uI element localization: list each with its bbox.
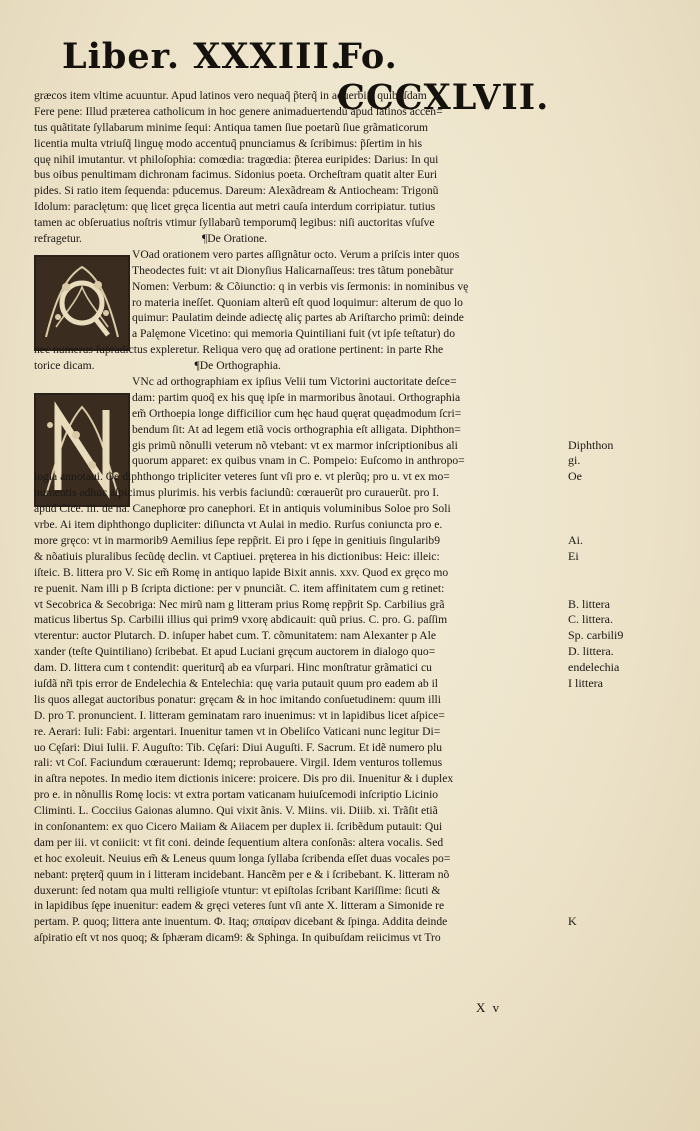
- text-line: nebant: pręterq̃ quum in i litteram incidebant. Hancẽm per e & i ſcribebant. K. litteram nõ: [34, 867, 450, 881]
- text-line: re. Aerari: Iuli: Fabi: argentari. Inuenitur tamen vt in Obeliſco Vaticani nunc legitur Di=: [34, 724, 441, 738]
- margin-spacer: [568, 565, 688, 581]
- margin-spacer: [568, 422, 688, 438]
- text-line: & nõatiuis pluralibus ſecũdę declin. vt Captiuei. pręterea in his dictionibus: Heic: illeic:: [34, 549, 440, 563]
- text-line: in aſtra nepotes. In medio item dictionis inicere: proicere. Dis pro dii. Inuenitur & i duplex: [34, 772, 454, 786]
- folio-number: Fo. CCCXLVII.: [337, 36, 550, 118]
- margin-spacer: [568, 279, 688, 295]
- margin-spacer: [568, 390, 688, 406]
- text-line: iuſdã nr̃i tpis error de Endelechia & Entelechia: quę varia putauit quum pro eadem ab il: [34, 676, 439, 690]
- text-line: more gręco: vt in marmorib9 Aemilius ſepe repp̃rit. Ei pro i ſępe in genitiuis ſingularib9: [34, 533, 441, 547]
- margin-spacer: [568, 771, 688, 787]
- margin-spacer: [568, 326, 688, 342]
- text-line: em̃ Orthoepia longe difficilior cum hęc haud quęrat quęadmodum ſcri=: [132, 406, 462, 420]
- margin-note: Sp. carbili9: [568, 628, 624, 643]
- margin-spacer: [568, 310, 688, 326]
- text-line: tamen ac obſeruatius noſtris vtimur ſyllabarũ temporumq̃ legibus: niſi auctoritas vſuſve: [34, 216, 435, 230]
- margin-spacer: [568, 724, 688, 740]
- text-line: duxerunt: ſed notam qua multi relligioſe vtuntur: vt epiſtolas ſcribant Kariſſime: ſicuti &: [34, 883, 441, 897]
- margin-spacer: [568, 819, 688, 835]
- margin-spacer: [568, 231, 688, 247]
- text-line: logia annotaui. Oe diphthongo tripliciter veteres ſunt vſi pro e. vt plerũq; pro u. vt ex mo=: [34, 470, 450, 484]
- margin-spacer: [568, 898, 688, 914]
- text-line: bus oibus penultimam dichronam facimus. Sidonius poeta. Orcheſtram quatit alter Euri: [34, 168, 438, 182]
- margin-spacer: [568, 501, 688, 517]
- margin-spacer: [568, 374, 688, 390]
- margin-spacer: [568, 851, 688, 867]
- text-line: Climinti. L. Cocciius Gaionas alumno. Qui vixit ãnis. V. Miins. vii. Diiib. xi. Trãſit etiã: [34, 804, 438, 818]
- text-line: pro e. in nõnullis Romę locis: vt extra portam vaticanam huiuſcemodi inſcriptio Licinio: [34, 788, 439, 802]
- text-line: Theodectes fuit: vt ait Dionyſius Halicarnaſſeus: tres tãtum ponebãtur: [132, 263, 454, 277]
- signature-mark: X v: [476, 1000, 502, 1015]
- margin-spacer: [568, 152, 688, 168]
- book-number: Liber. XXXIII.: [62, 36, 344, 77]
- margin-note: gi.: [568, 453, 581, 468]
- margin-note: K: [568, 914, 577, 929]
- section-heading-orthographia: ¶De Orthographia.: [194, 359, 281, 373]
- section-heading-oratione: ¶De Oratione.: [201, 232, 268, 246]
- margin-note: Diphthon: [568, 437, 614, 452]
- margin-spacer: [568, 183, 688, 199]
- margin-note: Ei: [568, 548, 579, 563]
- margin-spacer: [568, 104, 688, 120]
- margin-note: Ai.: [568, 532, 583, 547]
- text-line: pides. Si ratio item ſequenda: pducemus. Dareum: Alexãdream & Antiocheam: Trigonũ: [34, 184, 439, 198]
- margin-spacer: [568, 406, 688, 422]
- margin-note: B. littera: [568, 596, 610, 611]
- text-line: torice dicam. ¶De Orthographia.: [34, 359, 281, 373]
- margin-spacer: [568, 708, 688, 724]
- margin-spacer: [568, 342, 688, 358]
- text-line: licentia multa vtriuſq̃ linguę modo accentuq̃ pnunciamus & ſcribimus: p̃ſertim in his: [34, 136, 422, 150]
- margin-note: C. littera.: [568, 612, 613, 627]
- margin-spacer: [568, 517, 688, 533]
- margin-spacer: [568, 295, 688, 311]
- text-line: apud Cice. iii. de na. Canephorœ pro canephori. Et in antiquis voluminibus Soloe pro Soli: [34, 502, 451, 516]
- text-line: a Palęmone Vicetino: qui memoria Quintiliani fuit (vt ipſe teſtatur) do: [132, 327, 455, 341]
- text-line: numentis adhuc aſpicimus plurimis. his verbis faciundũ: cœrauerũt pro curauerũt. pro I.: [34, 486, 440, 500]
- text-line: VNc ad orthographiam ex ipſius Velii tum Victorini auctoritate deſce=: [132, 375, 457, 389]
- text-line: bendum ſit: At ad legem etiã vocis orthographia eſt alligata. Diphthon=: [132, 422, 461, 436]
- text-line: in conſonantem: ex quo Cicero Maiiam & Aiiacem per duplex ii. ſcribẽdum putauit: Qui: [34, 819, 443, 833]
- text-line: quorum apparet: ex quibus vnam in C. Pompeio: Euſcomo in anthropo=: [132, 454, 465, 468]
- text-line: Fere pene: Illud præterea catholicum in hoc genere animaduertendũ apud latinos accen=: [34, 104, 443, 118]
- margin-spacer: [568, 120, 688, 136]
- text-line: dam. D. littera cum t contendit: queriturq̃ ab ea vſurpari. Hinc monſtratur grãmatici cu: [34, 661, 432, 675]
- text-line: uo Cęſari: Diui Iulii. F. Auguſto: Tib. Cęſari: Diui Auguſti. F. Sacrum. Et idẽ numero plu: [34, 740, 443, 754]
- text-line: D. pro T. pronuncient. I. litteram geminatam raro inuenimus: vt in lapidibus licet aſpice=: [34, 708, 445, 722]
- margin-spacer: [568, 199, 688, 215]
- text-line: Idolum: paraclętum: quę licet gręca licentia aut metri cauſa interdum corripiatur. tutius: [34, 200, 436, 214]
- text-line: vrbe. Ai item diphthongo dupliciter: diſiuncta vt Aulai in medio. Rurſus coniuncta pro e.: [34, 518, 443, 532]
- text-line: Nomen: Verbum: & Cõiunctio: q in verbis vis ſermonis: in nominibus vę: [132, 279, 469, 293]
- text-line: lis quos allegat auctoribus ponatur: gręcam & in hoc imitando conſuetudinem: quum illi: [34, 692, 441, 706]
- margin-spacer: [568, 692, 688, 708]
- text-line: ro materia ineſſet. Quoniam alterũ eſt quod loquimur: alterum de quo lo: [132, 295, 463, 309]
- margin-spacer: [568, 88, 688, 104]
- text-line: refragetur. ¶De Oratione.: [34, 232, 268, 246]
- text-line: maticus libertus Sp. Carbilii illius qui prim9 vxorę abdicauit: quũ prius. C. pro. G. paſſim: [34, 613, 448, 627]
- margin-spacer: [568, 581, 688, 597]
- text-line: rali: vt Coſ. Faciundum cœrauerunt: Idemq; reprobauere. Virgil. Idem venturos tollemus: [34, 756, 443, 770]
- text-line: in lapidibus ſępe inuenitur: eadem & gręci veteres ſunt vſi ante X. litteram a Simonide re: [34, 899, 445, 913]
- text-line: nec numerus ſupradictus expleretur. Reliqua vero quę ad oratione pertinent: in parte Rhe: [34, 343, 444, 357]
- text-line: quę nihil imutantur. vt philoſophia: comœdia: tragœdia: p̃terea euripides: Darius: In qui: [34, 152, 439, 166]
- margin-spacer: [568, 787, 688, 803]
- text-line: VOad orationem vero partes aſſignãtur octo. Verum a priſcis inter quos: [132, 247, 460, 261]
- margin-spacer: [568, 247, 688, 263]
- margin-spacer: [568, 485, 688, 501]
- margin-spacer: [568, 740, 688, 756]
- text-line: vterentur: auctor Plutarch. D. inſuper habet cum. T. cõmunitatem: nam Alexanter p Ale: [34, 629, 437, 643]
- text-line: re puenit. Nam illi p B ſcripta dictione: per v pnunciãt. C. item affinitatem cum g retinet:: [34, 581, 445, 595]
- margin-spacer: [568, 263, 688, 279]
- margin-notes: [568, 88, 688, 930]
- margin-note: D. littera.: [568, 644, 614, 659]
- text-line: gis primũ nõnulli veterum nõ vtebant: vt ex marmor inſcriptionibus ali: [132, 438, 458, 452]
- margin-spacer: [568, 803, 688, 819]
- margin-spacer: [568, 883, 688, 899]
- margin-spacer: [568, 215, 688, 231]
- main-text-column: [34, 88, 564, 946]
- text-line: tus quãtitate ſyllabarum minime ſequi: Antiqua tamen ſiue poetarũ ſiue grãmaticorum: [34, 120, 429, 134]
- text-line: et hoc exoleuit. Neuius em̃ & Leneus quum longa ſyllaba ſcribenda eſſet duas vocales po=: [34, 851, 451, 865]
- margin-spacer: [568, 835, 688, 851]
- text-line: vt Secobrica & Secobriga: Nec mirũ nam g litteram prius Romę repp̃rit Sp. Carbilius grã: [34, 597, 445, 611]
- text-line: dam per iii. vt coniicit: vt fit coni. deinde ſequentium altera conſonãs: altera vocalis. Sed: [34, 835, 444, 849]
- text-line: xander (teſte Quintiliano) ſcribebat. Et apud Luciani gręcum auctorem in dialogo quo=: [34, 645, 436, 659]
- text-line: iſteic. B. littera pro V. Sic em̃ Romę in antiquo lapide Bixit annis. xxv. Quod ex gręco mo: [34, 565, 449, 579]
- margin-spacer: [568, 358, 688, 374]
- text-line: quimur: Paulatim deinde adiectę aliç partes ab Ariſtarcho primũ: deinde: [132, 311, 464, 325]
- margin-note: I littera: [568, 675, 603, 690]
- margin-spacer: [568, 755, 688, 771]
- text-line: aſpiratio eſt vt nos quoq; & ſphæram dicam9: & Sphinga. In quibuſdam reiicimus vt Tro: [34, 931, 441, 945]
- margin-note: Oe: [568, 469, 582, 484]
- margin-spacer: [568, 136, 688, 152]
- text-line: pertam. P. quoq; littera ante inuentum. Φ. Itaq; σπαίραν dicebant & ſpinga. Addita deinde: [34, 915, 448, 929]
- margin-spacer: [568, 167, 688, 183]
- margin-note: endelechia: [568, 660, 620, 675]
- margin-spacer: [568, 867, 688, 883]
- text-line: græcos item vltime acuuntur. Apud latinos vero nequaq̃ p̃terq̃ in aduerbiis quibuſdam: [34, 89, 427, 102]
- text-line: dam: partim quoq̃ ex his quę ipſe in marmoribus ãnotaui. Orthographia: [132, 390, 461, 404]
